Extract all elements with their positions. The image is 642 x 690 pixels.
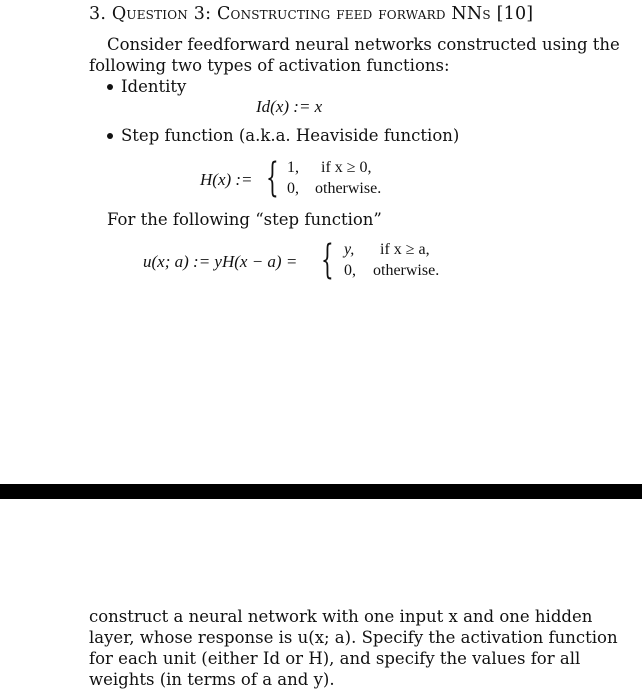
step-function-brace: {: [321, 235, 334, 283]
intro-line-1: Consider feedforward neural networks constructed using the: [107, 35, 620, 54]
heaviside-case1-condition: if x ≥ 0,: [321, 159, 372, 176]
bullet-dot-icon: [107, 133, 113, 139]
intro-line-2: following two types of activation functions:: [89, 56, 450, 75]
task-line-4: weights (in terms of a and y).: [89, 670, 335, 689]
step-case1-condition: if x ≥ a,: [380, 241, 430, 258]
task-line-3: for each unit (either Id or H), and specify the values for all: [89, 649, 581, 668]
heaviside-case2-condition: otherwise.: [315, 180, 382, 197]
step-function-lhs: u(x; a) := yH(x − a) =: [143, 252, 298, 271]
bullet-identity: [107, 77, 186, 97]
step-case1-value: y,: [344, 241, 355, 258]
question-heading: 3. Question 3: Constructing feed forward NNs [10]: [89, 4, 534, 24]
heaviside-case2-value: 0,: [287, 180, 299, 197]
bullet-identity-label: Identity: [121, 77, 187, 96]
heaviside-brace: {: [266, 153, 279, 201]
divider-bar: [0, 484, 642, 499]
for-step-function-line: For the following “step function”: [107, 210, 382, 229]
bullet-dot-icon: [107, 84, 113, 90]
bullet-step-label: Step function (a.k.a. Heaviside function): [121, 126, 460, 145]
heaviside-lhs: H(x) :=: [200, 170, 253, 189]
bullet-step-function: [107, 126, 459, 146]
task-line-1: construct a neural network with one input x and one hidden: [89, 607, 593, 626]
task-line-2: layer, whose response is u(x; a). Specify the activation function: [89, 628, 618, 647]
identity-equation: Id(x) := x: [256, 97, 323, 116]
step-case2-condition: otherwise.: [373, 262, 440, 279]
step-case2-value: 0,: [344, 262, 356, 279]
heaviside-case1-value: 1,: [287, 159, 299, 176]
